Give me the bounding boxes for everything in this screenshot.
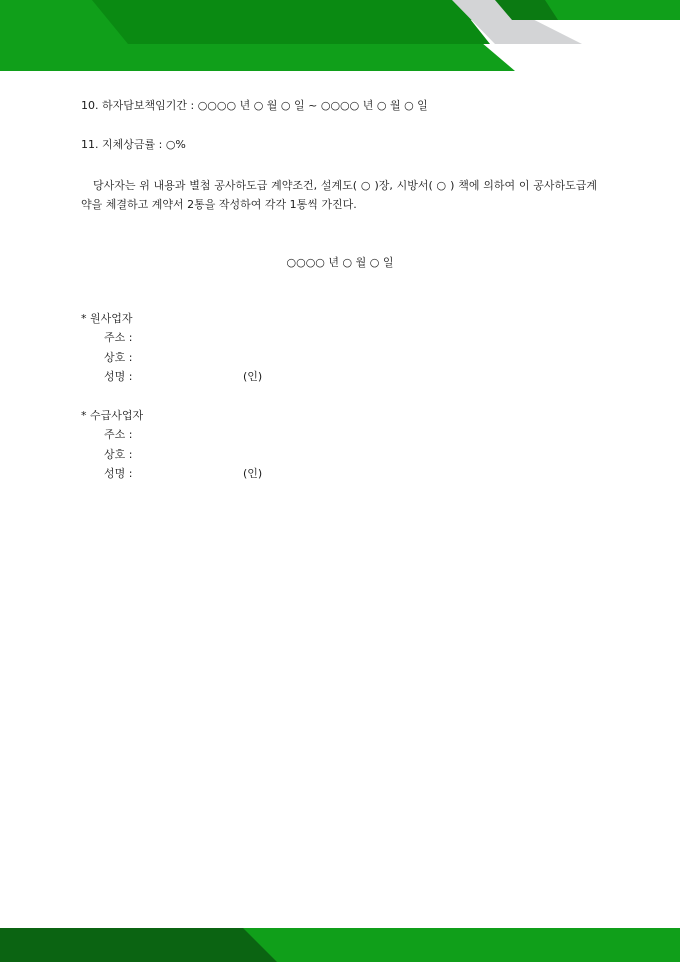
sub-seal-mark: (인) — [243, 467, 263, 480]
subcontractor-heading: * 수급사업자 — [81, 409, 144, 422]
sub-name-label: 성명 : — [104, 467, 133, 480]
footer-dark-stripe — [0, 928, 277, 962]
footer-decoration — [0, 928, 680, 962]
prime-seal-mark: (인) — [243, 370, 263, 383]
contract-date: ○○○○ 년 ○ 월 ○ 일 — [286, 256, 394, 269]
prime-company-label: 상호 : — [104, 351, 133, 364]
header-decoration — [0, 0, 680, 72]
agreement-paragraph: 당사자는 위 내용과 별첨 공사하도급 계약조건, 설계도( ○ )장, 시방서( ○ ) 책에 의하여 이 공사하도급계약을 체결하고 계약서 2통을 작성하여 각각 1통씩 가진다. — [81, 179, 597, 211]
prime-name-label: 성명 : — [104, 370, 133, 383]
sub-company-label: 상호 : — [104, 448, 133, 461]
late-penalty-line: 11. 지체상금률 : ○% — [81, 138, 186, 151]
prime-contractor-heading: * 원사업자 — [81, 312, 133, 325]
sub-address-label: 주소 : — [104, 428, 133, 441]
prime-address-label: 주소 : — [104, 331, 133, 344]
header-dark-stripe — [92, 0, 490, 44]
warranty-period-line: 10. 하자담보책임기간 : ○○○○ 년 ○ 월 ○ 일 ~ ○○○○ 년 ○ 월 ○ 일 — [81, 99, 428, 112]
